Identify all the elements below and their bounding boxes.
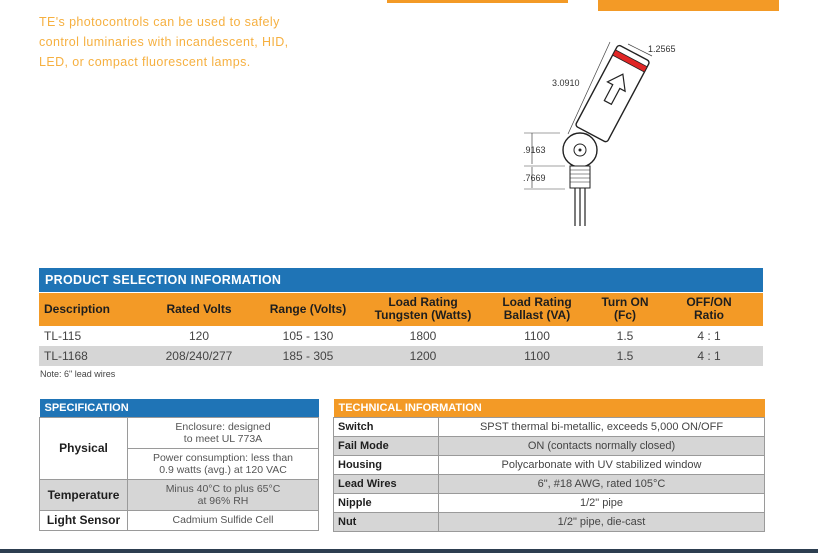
technical-information-table (333, 399, 765, 532)
photocontrol-dimension-drawing (510, 36, 710, 236)
table-cell: 4 : 1 (655, 346, 763, 366)
dim-label-head: .9163 (523, 145, 546, 155)
spec-value-enclosure: Enclosure: designed to meet UL 773A (128, 417, 319, 448)
table-row (39, 346, 763, 366)
table-row (39, 326, 763, 346)
tech-label: Housing (334, 455, 439, 474)
table-row (334, 436, 765, 455)
bottom-rule (0, 549, 818, 553)
spec-value-temperature: Minus 40°C to plus 65°C at 96% RH (128, 479, 319, 510)
header-turn-on: Turn ON (Fc) (595, 292, 655, 326)
table-cell: 185 - 305 (249, 346, 367, 366)
tech-label: Switch (334, 417, 439, 436)
table-row (334, 474, 765, 493)
table-cell: TL-115 (39, 326, 149, 346)
table-row (334, 493, 765, 512)
dim-label-width: 1.2565 (648, 44, 676, 54)
lead-wire-note: Note: 6" lead wires (40, 369, 116, 379)
table-cell: 208/240/277 (149, 346, 249, 366)
table-cell: 4 : 1 (655, 326, 763, 346)
tech-value: ON (contacts normally closed) (439, 436, 765, 455)
threaded-nipple (570, 166, 590, 188)
product-selection-title: PRODUCT SELECTION INFORMATION (39, 268, 763, 292)
tech-value: 6", #18 AWG, rated 105°C (439, 474, 765, 493)
table-row (334, 455, 765, 474)
product-table-header (39, 292, 763, 326)
table-cell: 1100 (479, 326, 595, 346)
table-cell: 105 - 130 (249, 326, 367, 346)
header-load-rating-ballast: Load Rating Ballast (VA) (479, 292, 595, 326)
header-range-volts: Range (Volts) (249, 292, 367, 326)
specification-title: SPECIFICATION (40, 399, 319, 417)
spec-value-light-sensor: Cadmium Sulfide Cell (128, 510, 319, 530)
dim-label-nipple: .7669 (523, 173, 546, 183)
table-row (334, 512, 765, 531)
header-rated-volts: Rated Volts (149, 292, 249, 326)
table-cell: 1100 (479, 346, 595, 366)
table-cell: 120 (149, 326, 249, 346)
spec-label-physical: Physical (40, 417, 128, 479)
product-selection-table (39, 268, 763, 366)
table-cell: 1800 (367, 326, 479, 346)
top-orange-bar (387, 0, 568, 3)
dim-label-length: 3.0910 (552, 78, 580, 88)
tech-label: Lead Wires (334, 474, 439, 493)
header-load-rating-tungsten: Load Rating Tungsten (Watts) (367, 292, 479, 326)
spec-label-light-sensor: Light Sensor (40, 510, 128, 530)
lead-wires (575, 188, 585, 226)
tech-value: Polycarbonate with UV stabilized window (439, 455, 765, 474)
top-orange-tab (598, 0, 779, 11)
intro-line: control luminaries with incandescent, HID, (39, 35, 289, 49)
intro-text (39, 12, 339, 72)
table-row (334, 417, 765, 436)
table-cell: 1.5 (595, 346, 655, 366)
table-cell: TL-1168 (39, 346, 149, 366)
spec-label-temperature: Temperature (40, 479, 128, 510)
table-cell: 1.5 (595, 326, 655, 346)
tech-value: 1/2" pipe, die-cast (439, 512, 765, 531)
technical-title: TECHNICAL INFORMATION (334, 399, 765, 417)
spec-value-power: Power consumption: less than 0.9 watts (avg.) at 120 VAC (128, 448, 319, 479)
table-cell: 1200 (367, 346, 479, 366)
specification-table (39, 399, 319, 531)
tech-label: Nipple (334, 493, 439, 512)
tech-value: SPST thermal bi-metallic, exceeds 5,000 ON/OFF (439, 417, 765, 436)
tech-value: 1/2" pipe (439, 493, 765, 512)
tech-label: Fail Mode (334, 436, 439, 455)
tech-label: Nut (334, 512, 439, 531)
intro-line: TE's photocontrols can be used to safely (39, 15, 280, 29)
header-off-on-ratio: OFF/ON Ratio (655, 292, 763, 326)
header-description: Description (39, 292, 149, 326)
intro-line: LED, or compact fluorescent lamps. (39, 55, 251, 69)
